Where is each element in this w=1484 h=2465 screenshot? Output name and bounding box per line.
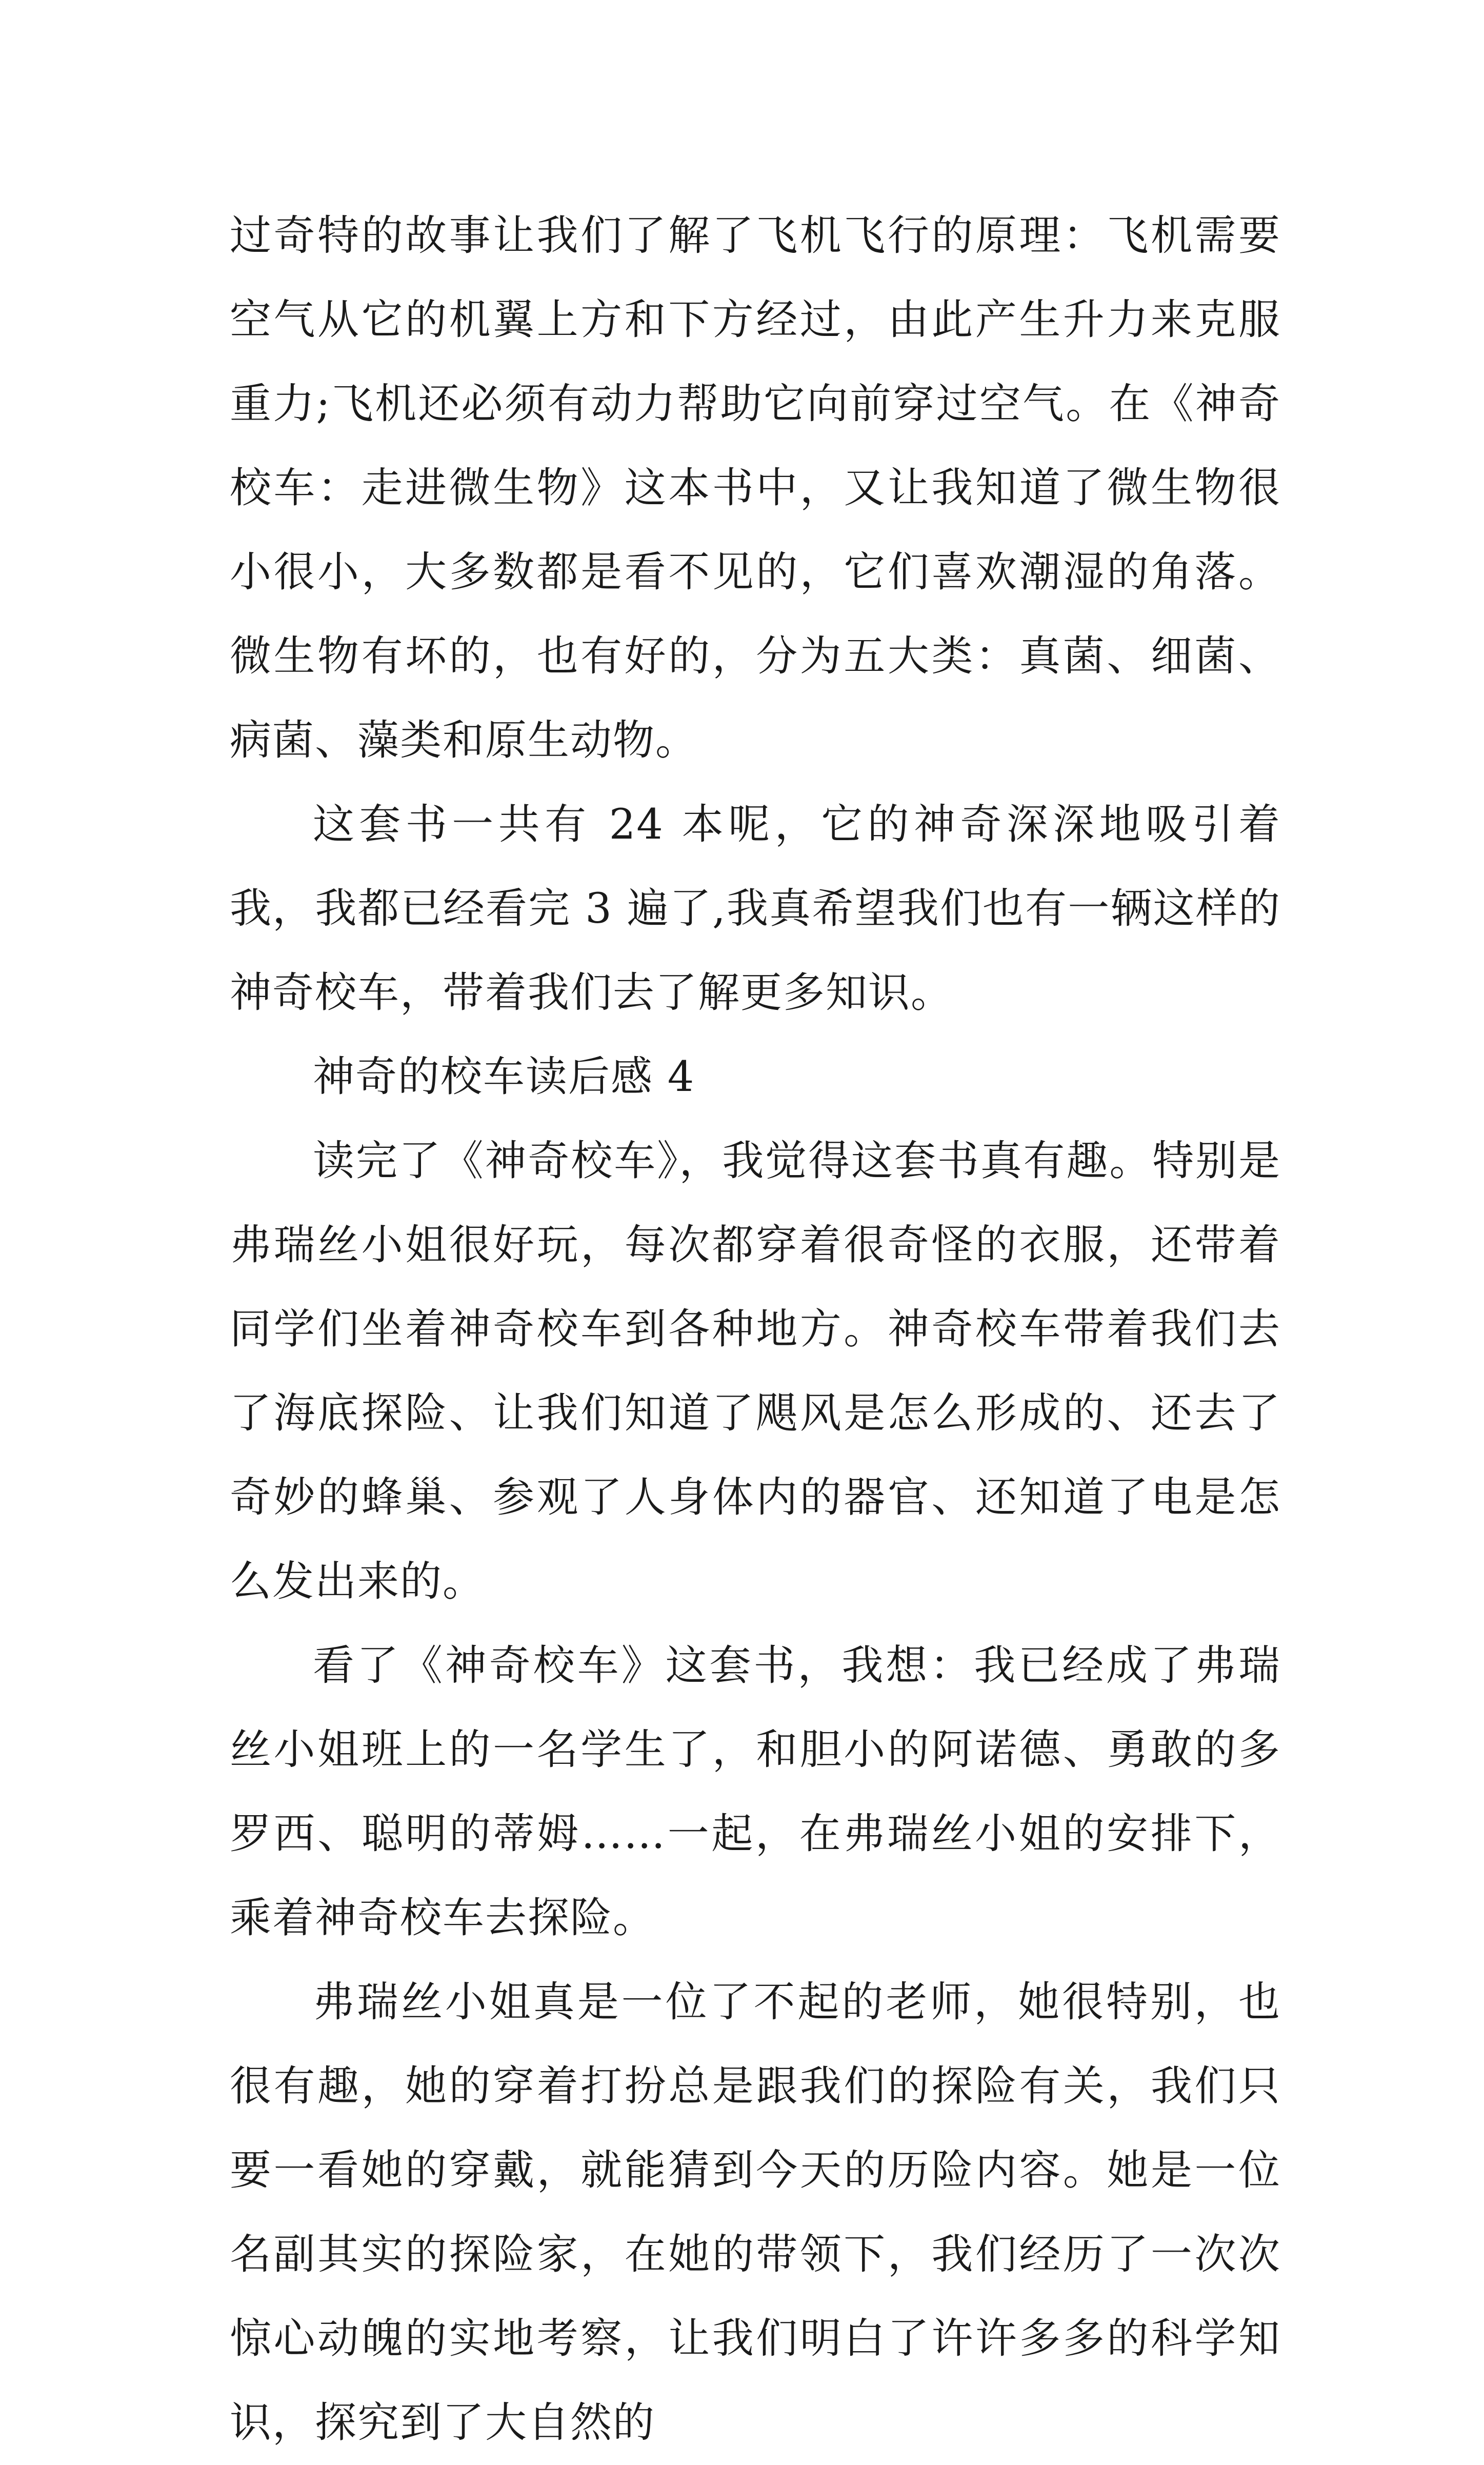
paragraph: 读完了《神奇校车》，我觉得这套书真有趣。特别是弗瑞丝小姐很好玩，每次都穿着很奇怪的衣服，还带着同学们坐着神奇校车到各种地方。神奇校车带着我们去了海底探险、让我们知道了飓风是怎么形成的、还去了奇妙的蜂巢、参观了人身体内的器官、还知道了电是怎么发出来的。 — [230, 1137, 1281, 1606]
paragraph: 这套书一共有 24 本呢，它的神奇深深地吸引着我，我都已经看完 3 遍了,我真希望我们也有一辆这样的神奇校车，带着我们去了解更多知识。 — [230, 801, 1281, 1017]
paragraph: 弗瑞丝小姐真是一位了不起的老师，她很特别，也很有趣，她的穿着打扮总是跟我们的探险有关，我们只要一看她的穿戴，就能猜到今天的历险内容。她是一位名副其实的探险家，在她的带领下，我们经历了一次次惊心动魄的实地考察，让我们明白了许许多多的科学知识，探究到了大自然的 — [230, 1978, 1281, 2447]
paragraph-continued: 过奇特的故事让我们了解了飞机飞行的原理：飞机需要空气从它的机翼上方和下方经过，由此产生升力来克服重力;飞机还必须有动力帮助它向前穿过空气。在《神奇校车：走进微生物》这本书中，又让我知道了微生物很小很小，大多数都是看不见的，它们喜欢潮湿的角落。微生物有坏的，也有好的，分为五大类：真菌、细菌、病菌、藻类和原生动物。 — [230, 212, 1281, 765]
paragraph: 看了《神奇校车》这套书，我想：我已经成了弗瑞丝小姐班上的一名学生了，和胆小的阿诺德、勇敢的多罗西、聪明的蒂姆……一起，在弗瑞丝小姐的安排下，乘着神奇校车去探险。 — [230, 1642, 1281, 1942]
section-title: 神奇的校车读后感 4 — [313, 1053, 695, 1101]
document-body — [230, 194, 1281, 2465]
